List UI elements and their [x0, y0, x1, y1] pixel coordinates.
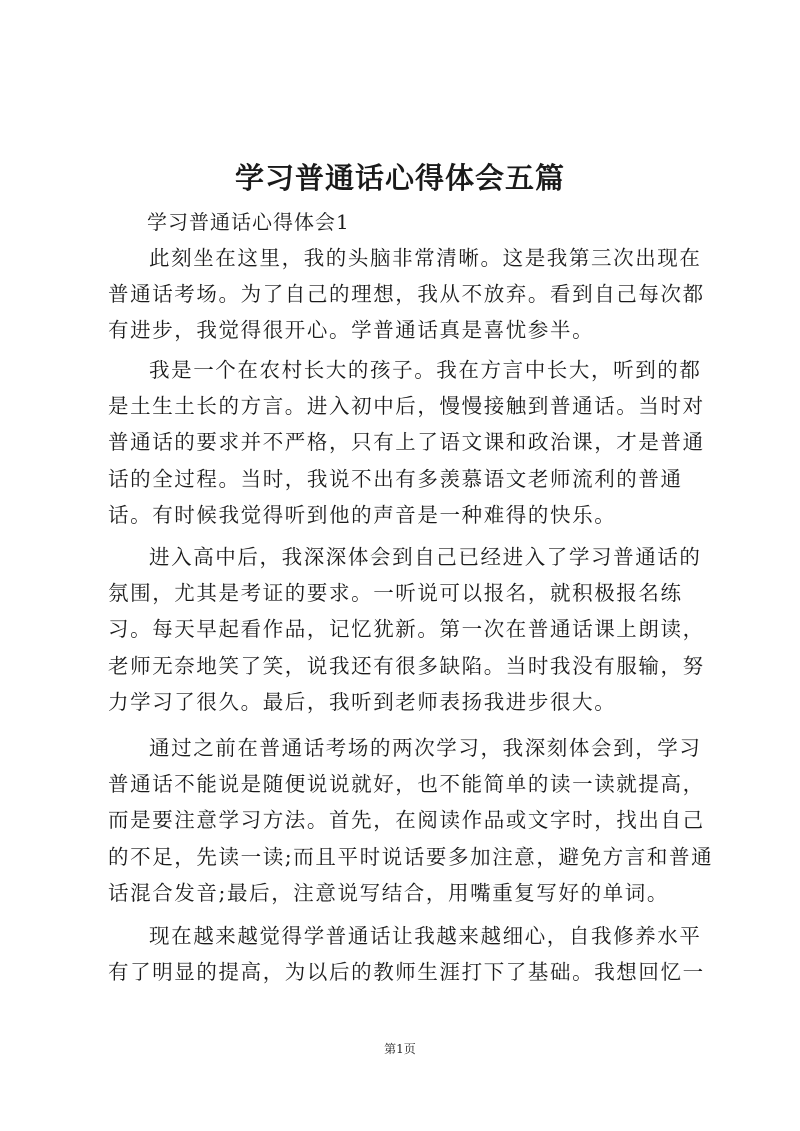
text-line: 有了明显的提高，为以后的教师生涯打下了基础。我想回忆一 [108, 960, 705, 985]
text-line: 氛围，尤其是考证的要求。一听说可以报名，就积极报名练 [108, 581, 683, 606]
text-line: 力学习了很久。最后，我听到老师表扬我进步很大。 [108, 689, 617, 714]
section-heading: 学习普通话心得体会1 [147, 210, 350, 234]
text-line: 现在越来越觉得学普通话让我越来越细心，自我修养水平 [149, 924, 702, 948]
text-line: 话的全过程。当时，我说不出有多羡慕语文老师流利的普通 [108, 466, 683, 491]
text-line: 普通话的要求并不严格，只有上了语文课和政治课，才是普通 [108, 430, 705, 455]
text-line: 的不足，先读一读;而且平时说话要多加注意，避免方言和普通 [108, 844, 714, 869]
text-line: 而是要注意学习方法。首先，在阅读作品或文字时，找出自己 [108, 808, 705, 833]
document-title: 学习普通话心得体会五篇 [234, 161, 565, 195]
text-line: 话混合发音;最后，注意说写结合，用嘴重复写好的单词。 [108, 880, 670, 905]
text-line: 普通话考场。为了自己的理想，我从不放弃。看到自己每次都 [108, 282, 705, 307]
paragraph [108, 539, 705, 720]
text-line: 是土生土长的方言。进入初中后，慢慢接触到普通话。当时对 [108, 394, 705, 419]
text-line: 我是一个在农村长大的孩子。我在方言中长大，听到的都 [149, 358, 702, 382]
paragraph [108, 240, 705, 349]
text-line: 有进步，我觉得很开心。学普通话真是喜忧参半。 [108, 318, 595, 343]
page-number: 第1页 [384, 1042, 416, 1056]
text-line: 老师无奈地笑了笑，说我还有很多缺陷。当时我没有服输，努 [108, 653, 705, 678]
text-line: 通过之前在普通话考场的两次学习，我深刻体会到，学习 [149, 736, 702, 760]
text-line: 普通话不能说是随便说说就好，也不能简单的读一读就提高， [108, 772, 705, 797]
text-line: 习。每天早起看作品，记忆犹新。第一次在普通话课上朗读， [108, 617, 705, 642]
text-line: 进入高中后，我深深体会到自己已经进入了学习普通话的 [149, 545, 702, 569]
paragraph [108, 918, 705, 990]
paragraph [108, 352, 705, 533]
paragraph [108, 730, 714, 911]
text-line: 话。有时候我觉得听到他的声音是一种难得的快乐。 [108, 502, 617, 527]
text-line: 此刻坐在这里，我的头脑非常清晰。这是我第三次出现在 [149, 246, 702, 270]
